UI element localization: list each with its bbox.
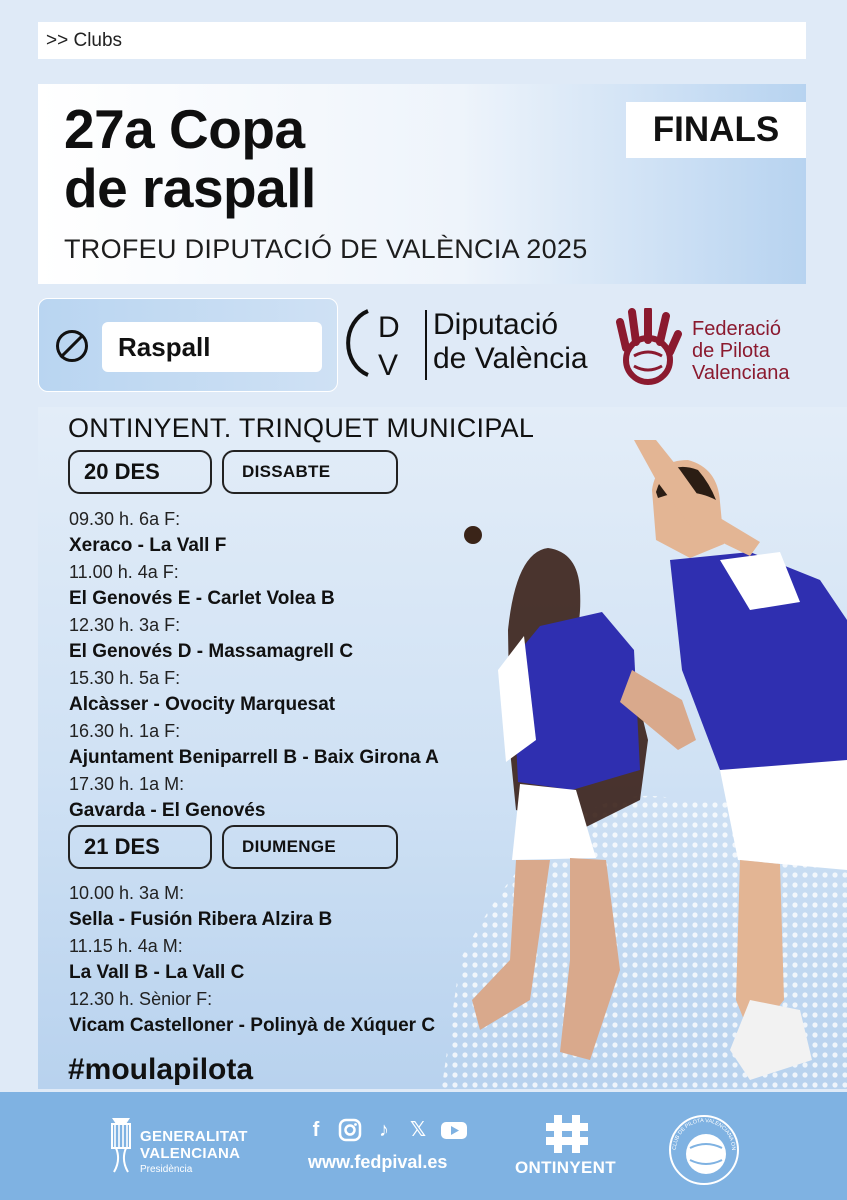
facebook-icon[interactable]: f xyxy=(312,1119,320,1141)
venue-title: ONTINYENT. TRINQUET MUNICIPAL xyxy=(68,413,535,443)
match-teams: La Vall B - La Vall C xyxy=(69,961,245,983)
match-time: 15.30 h. 5a F: xyxy=(69,668,181,688)
match-teams: Alcàsser - Ovocity Marquesat xyxy=(69,693,336,715)
match-teams: Vicam Castelloner - Polinyà de Xúquer C xyxy=(69,1014,436,1036)
match-time: 12.30 h. Sènior F: xyxy=(69,989,213,1009)
ontinyent-name: ONTINYENT xyxy=(515,1158,616,1177)
day2-weekday: DIUMENGE xyxy=(222,825,398,869)
generalitat-name xyxy=(140,1128,248,1162)
title-line-1: 27a Copa xyxy=(64,98,305,160)
dv-letter-d: D xyxy=(378,311,400,344)
x-icon[interactable]: 𝕏 xyxy=(409,1119,427,1141)
players-illustration xyxy=(420,440,847,1100)
dv-letter-v: V xyxy=(378,349,399,382)
match-teams: Gavarda - El Genovés xyxy=(69,799,266,821)
day1-schedule xyxy=(69,506,439,824)
pilota-ball-icon xyxy=(56,330,88,362)
hashtag: #moulapilota xyxy=(68,1053,254,1086)
website-link[interactable]: www.fedpival.es xyxy=(308,1152,448,1172)
match-time: 09.30 h. 6a F: xyxy=(69,509,181,529)
club-seal-text: CLUB DE PILOTA VALENCIANA ON xyxy=(671,1117,737,1151)
youtube-icon[interactable] xyxy=(440,1118,464,1142)
day1-date: 20 DES xyxy=(68,450,212,494)
federacio-hand-icon xyxy=(612,308,682,386)
match-time: 11.00 h. 4a F: xyxy=(69,562,179,582)
federacio-line-3: Valenciana xyxy=(692,362,790,384)
instagram-icon[interactable] xyxy=(338,1118,362,1142)
match-teams: El Genovés E - Carlet Volea B xyxy=(69,587,335,609)
poster-header xyxy=(38,84,806,284)
page-subtitle: TROFEU DIPUTACIÓ DE VALÈNCIA 2025 xyxy=(64,234,588,264)
social-icons xyxy=(304,1118,464,1142)
finals-badge: FINALS xyxy=(626,102,806,158)
modality-band xyxy=(38,298,338,392)
federacio-name xyxy=(692,318,789,384)
match-time: 10.00 h. 3a M: xyxy=(69,883,185,903)
generalitat-line-2: VALENCIANA xyxy=(140,1145,241,1162)
match-time: 12.30 h. 3a F: xyxy=(69,615,181,635)
tiktok-icon[interactable]: ♪ xyxy=(379,1119,389,1141)
match-teams: Sella - Fusión Ribera Alzira B xyxy=(69,908,333,930)
diputacio-name xyxy=(433,308,588,376)
breadcrumb-label: >> Clubs xyxy=(46,29,123,51)
diputacio-divider xyxy=(425,310,427,380)
club-seal-icon xyxy=(666,1112,742,1188)
diputacio-line-1: Diputació xyxy=(433,308,559,341)
day2-date: 21 DES xyxy=(68,825,212,869)
modality-label: Raspall xyxy=(102,322,322,372)
match-time: 16.30 h. 1a F: xyxy=(69,721,181,741)
day2-schedule xyxy=(69,880,435,1039)
diputacio-line-2: de València xyxy=(433,342,588,375)
diputacio-logo-icon xyxy=(346,303,416,383)
match-teams: Ajuntament Beniparrell B - Baix Girona A xyxy=(69,746,439,768)
match-time: 11.15 h. 4a M: xyxy=(69,936,183,956)
generalitat-sub: Presidència xyxy=(140,1164,193,1175)
breadcrumb[interactable] xyxy=(38,22,806,59)
generalitat-line-1: GENERALITAT xyxy=(140,1128,248,1145)
federacio-line-1: Federació xyxy=(692,318,781,340)
page-title xyxy=(64,100,316,218)
match-teams: El Genovés D - Massamagrell C xyxy=(69,640,354,662)
day1-weekday: DISSABTE xyxy=(222,450,398,494)
match-time: 17.30 h. 1a M: xyxy=(69,774,185,794)
title-line-2: de raspall xyxy=(64,157,316,219)
generalitat-emblem-icon xyxy=(108,1114,134,1176)
federacio-line-2: de Pilota xyxy=(692,340,770,362)
match-teams: Xeraco - La Vall F xyxy=(69,534,227,556)
